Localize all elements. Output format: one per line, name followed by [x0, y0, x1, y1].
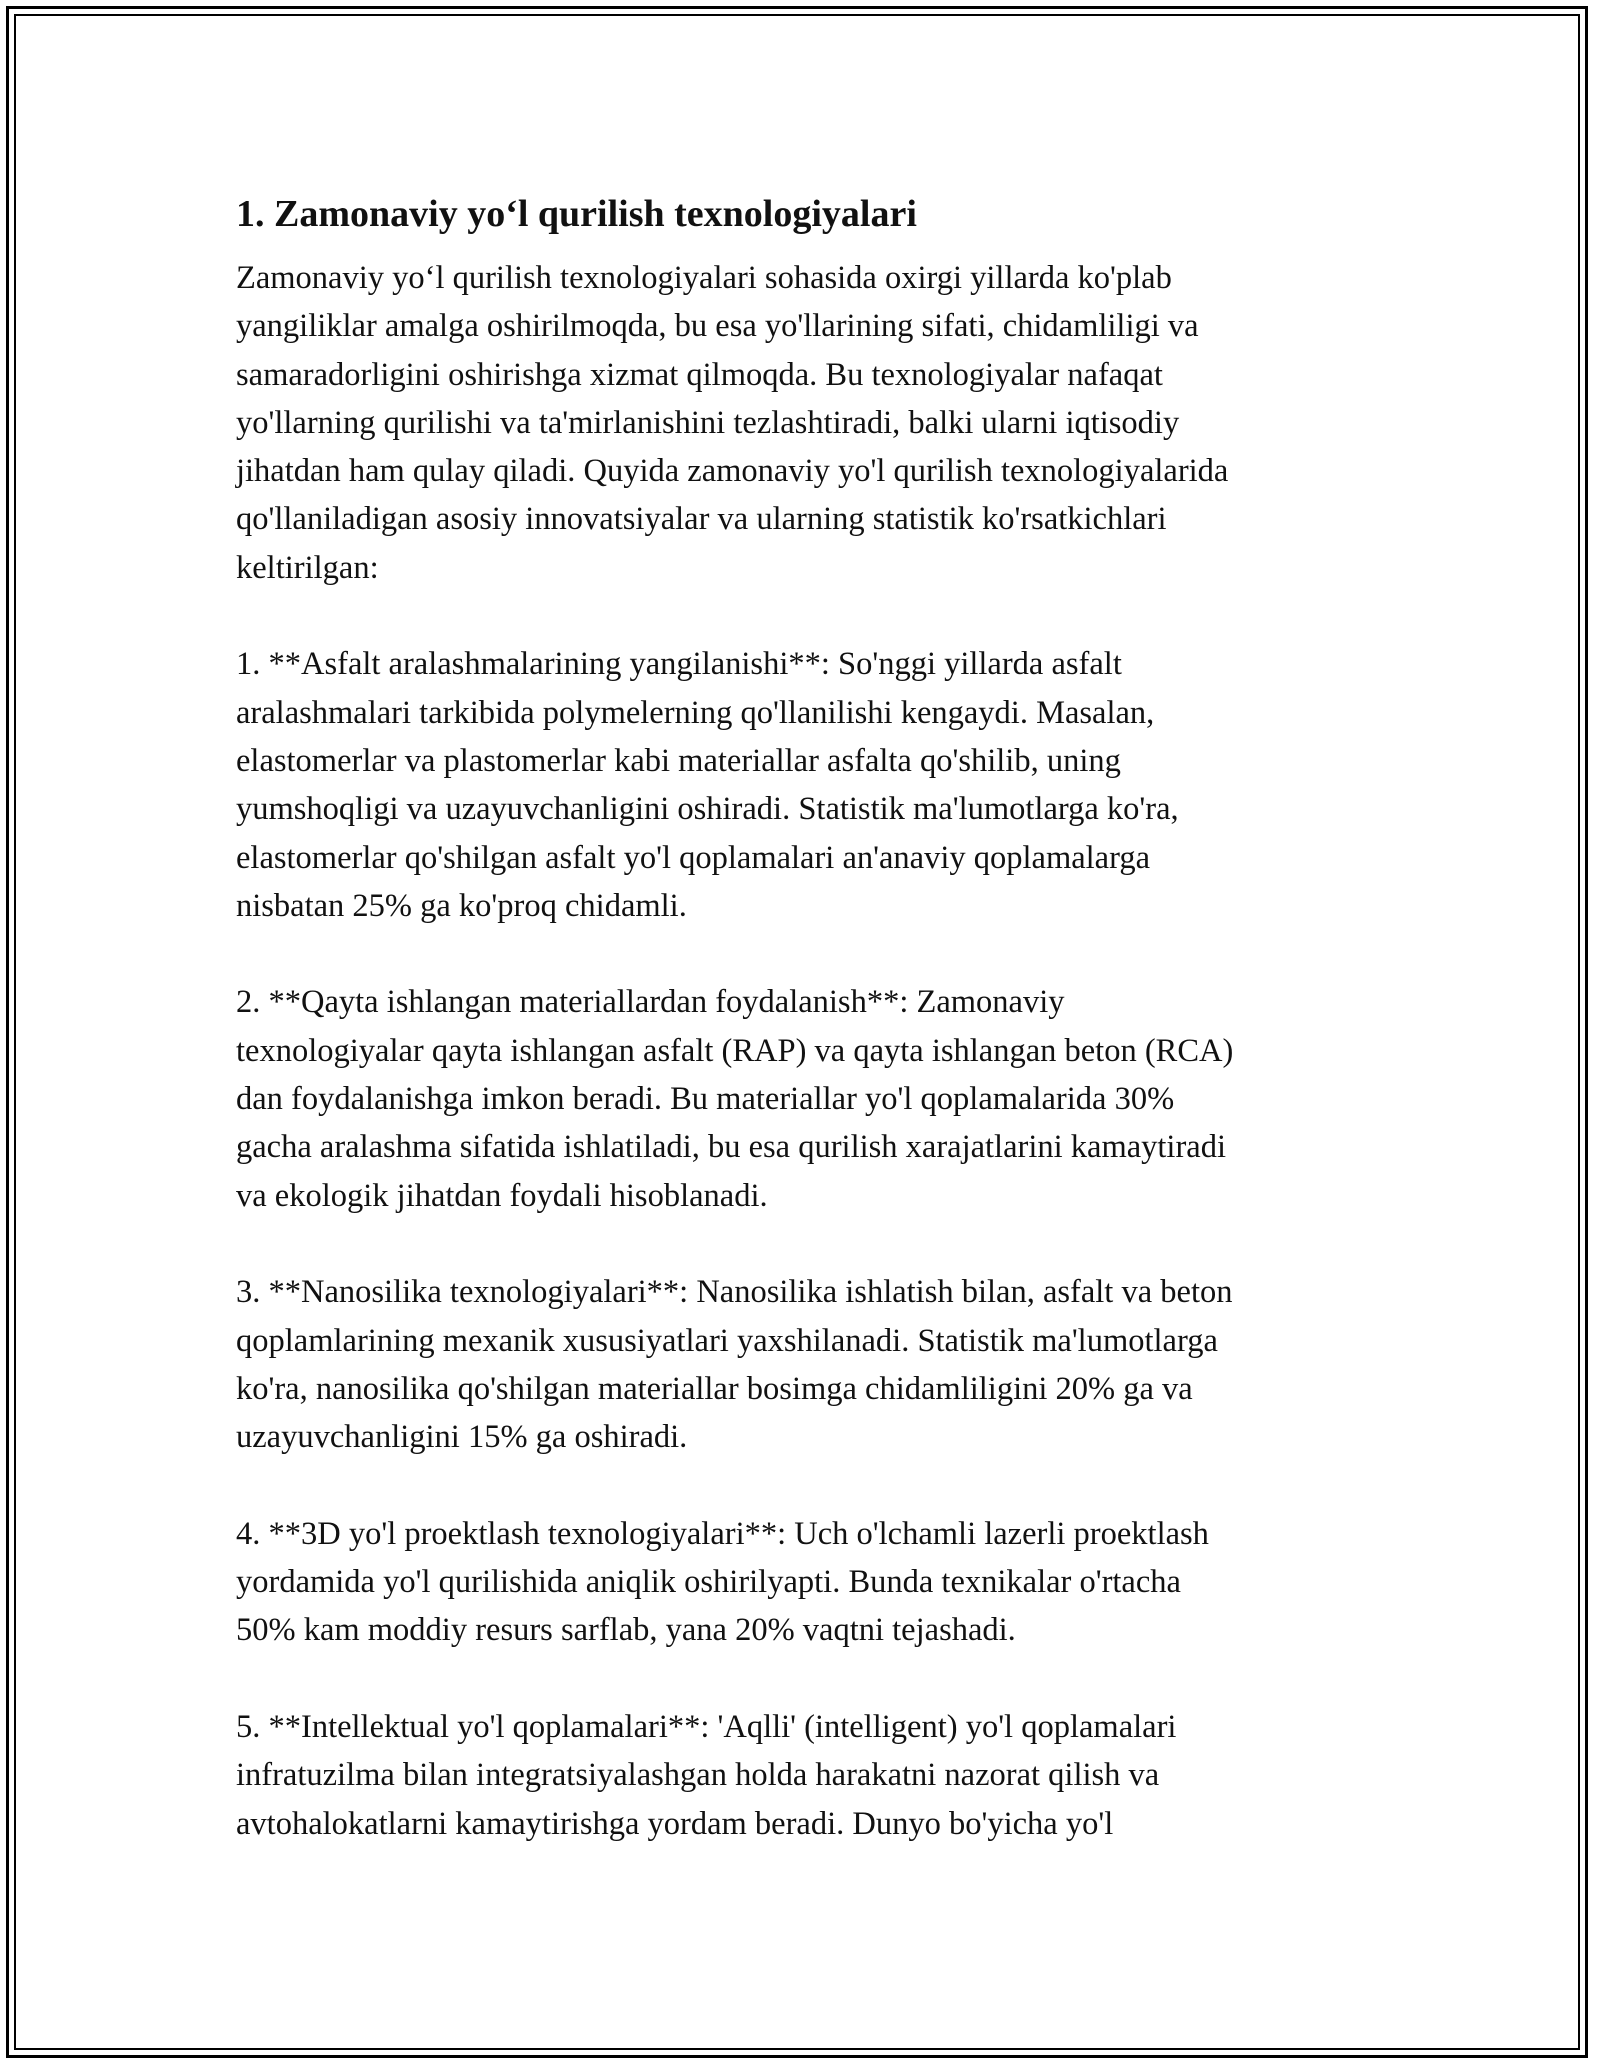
page-title: 1. Zamonaviy yo‘l qurilish texnologiyalari: [236, 193, 917, 235]
list-item-nanosilica: [236, 1268, 1376, 1461]
text-line: 2. **Qayta ishlangan materiallardan foydalanish**: Zamonaviy: [236, 984, 1065, 1021]
text-line: va ekologik jihatdan foydali hisoblanadi.: [236, 1177, 768, 1214]
text-line: gacha aralashma sifatida ishlatiladi, bu esa qurilish xarajatlarini kamaytiradi: [236, 1129, 1226, 1166]
text-line: elastomerlar va plastomerlar kabi materiallar asfalta qo'shilib, uning: [236, 742, 1121, 779]
text-line: yordamida yo'l qurilishida aniqlik oshirilyapti. Bunda texnikalar o'rtacha: [236, 1564, 1181, 1601]
text-line: 4. **3D yo'l proektlash texnologiyalari**: Uch o'lchamli lazerli proektlash: [236, 1515, 1209, 1552]
text-line: elastomerlar qo'shilgan asfalt yo'l qoplamalari an'anaviy qoplamalarga: [236, 839, 1151, 876]
text-line: 3. **Nanosilika texnologiyalari**: Nanosilika ishlatish bilan, asfalt va beton: [236, 1274, 1233, 1311]
list-item-recycled-materials: [236, 978, 1376, 1219]
document-body: [236, 188, 1376, 1896]
intro-paragraph: [236, 254, 1376, 592]
text-line: qoplamlarining mexanik xususiyatlari yaxshilanadi. Statistik ma'lumotlarga: [236, 1322, 1218, 1359]
text-line: yo'llarning qurilishi va ta'mirlanishini tezlashtiradi, balki ularni iqtisodiy: [236, 404, 1180, 441]
text-line: 50% kam moddiy resurs sarflab, yana 20% vaqtni tejashadi.: [236, 1612, 1016, 1649]
text-line: samaradorligini oshirishga xizmat qilmoqda. Bu texnologiyalar nafaqat: [236, 356, 1163, 393]
text-line: ko'ra, nanosilika qo'shilgan materiallar bosimga chidamliligini 20% ga va: [236, 1370, 1193, 1407]
text-line: yangiliklar amalga oshirilmoqda, bu esa yo'llarining sifati, chidamliligi va: [236, 308, 1199, 345]
text-line: nisbatan 25% ga ko'proq chidamli.: [236, 887, 687, 924]
text-line: keltirilgan:: [236, 549, 379, 586]
text-line: infratuzilma bilan integratsiyalashgan holda harakatni nazorat qilish va: [236, 1757, 1160, 1794]
text-line: 5. **Intellektual yo'l qoplamalari**: 'Aqlli' (intelligent) yo'l qoplamalari: [236, 1708, 1177, 1745]
text-line: qo'llaniladigan asosiy innovatsiyalar va ularning statistik ko'rsatkichlari: [236, 501, 1167, 538]
text-line: aralashmalari tarkibida polymelerning qo'llanilishi kengaydi. Masalan,: [236, 694, 1155, 731]
text-line: yumshoqligi va uzayuvchanligini oshiradi. Statistik ma'lumotlarga ko'ra,: [236, 791, 1179, 828]
text-line: dan foydalanishga imkon beradi. Bu materiallar yo'l qoplamalarida 30%: [236, 1081, 1175, 1118]
text-line: texnologiyalar qayta ishlangan asfalt (RAP) va qayta ishlangan beton (RCA): [236, 1032, 1234, 1069]
text-line: uzayuvchanligini 15% ga oshiradi.: [236, 1419, 688, 1456]
text-line: Zamonaviy yo‘l qurilish texnologiyalari sohasida oxirgi yillarda ko'plab: [236, 260, 1172, 296]
text-line: avtohalokatlarni kamaytirishga yordam beradi. Dunyo bo'yicha yo'l: [236, 1805, 1114, 1842]
list-item-intelligent-pavements: [236, 1703, 1376, 1848]
text-line: 1. **Asfalt aralashmalarining yangilanishi**: So'nggi yillarda asfalt: [236, 646, 1122, 683]
list-item-asphalt-mixtures: [236, 640, 1376, 930]
text-line: jihatdan ham qulay qiladi. Quyida zamonaviy yo'l qurilish texnologiyalarida: [236, 453, 1229, 490]
list-item-3d-design: [236, 1510, 1376, 1655]
